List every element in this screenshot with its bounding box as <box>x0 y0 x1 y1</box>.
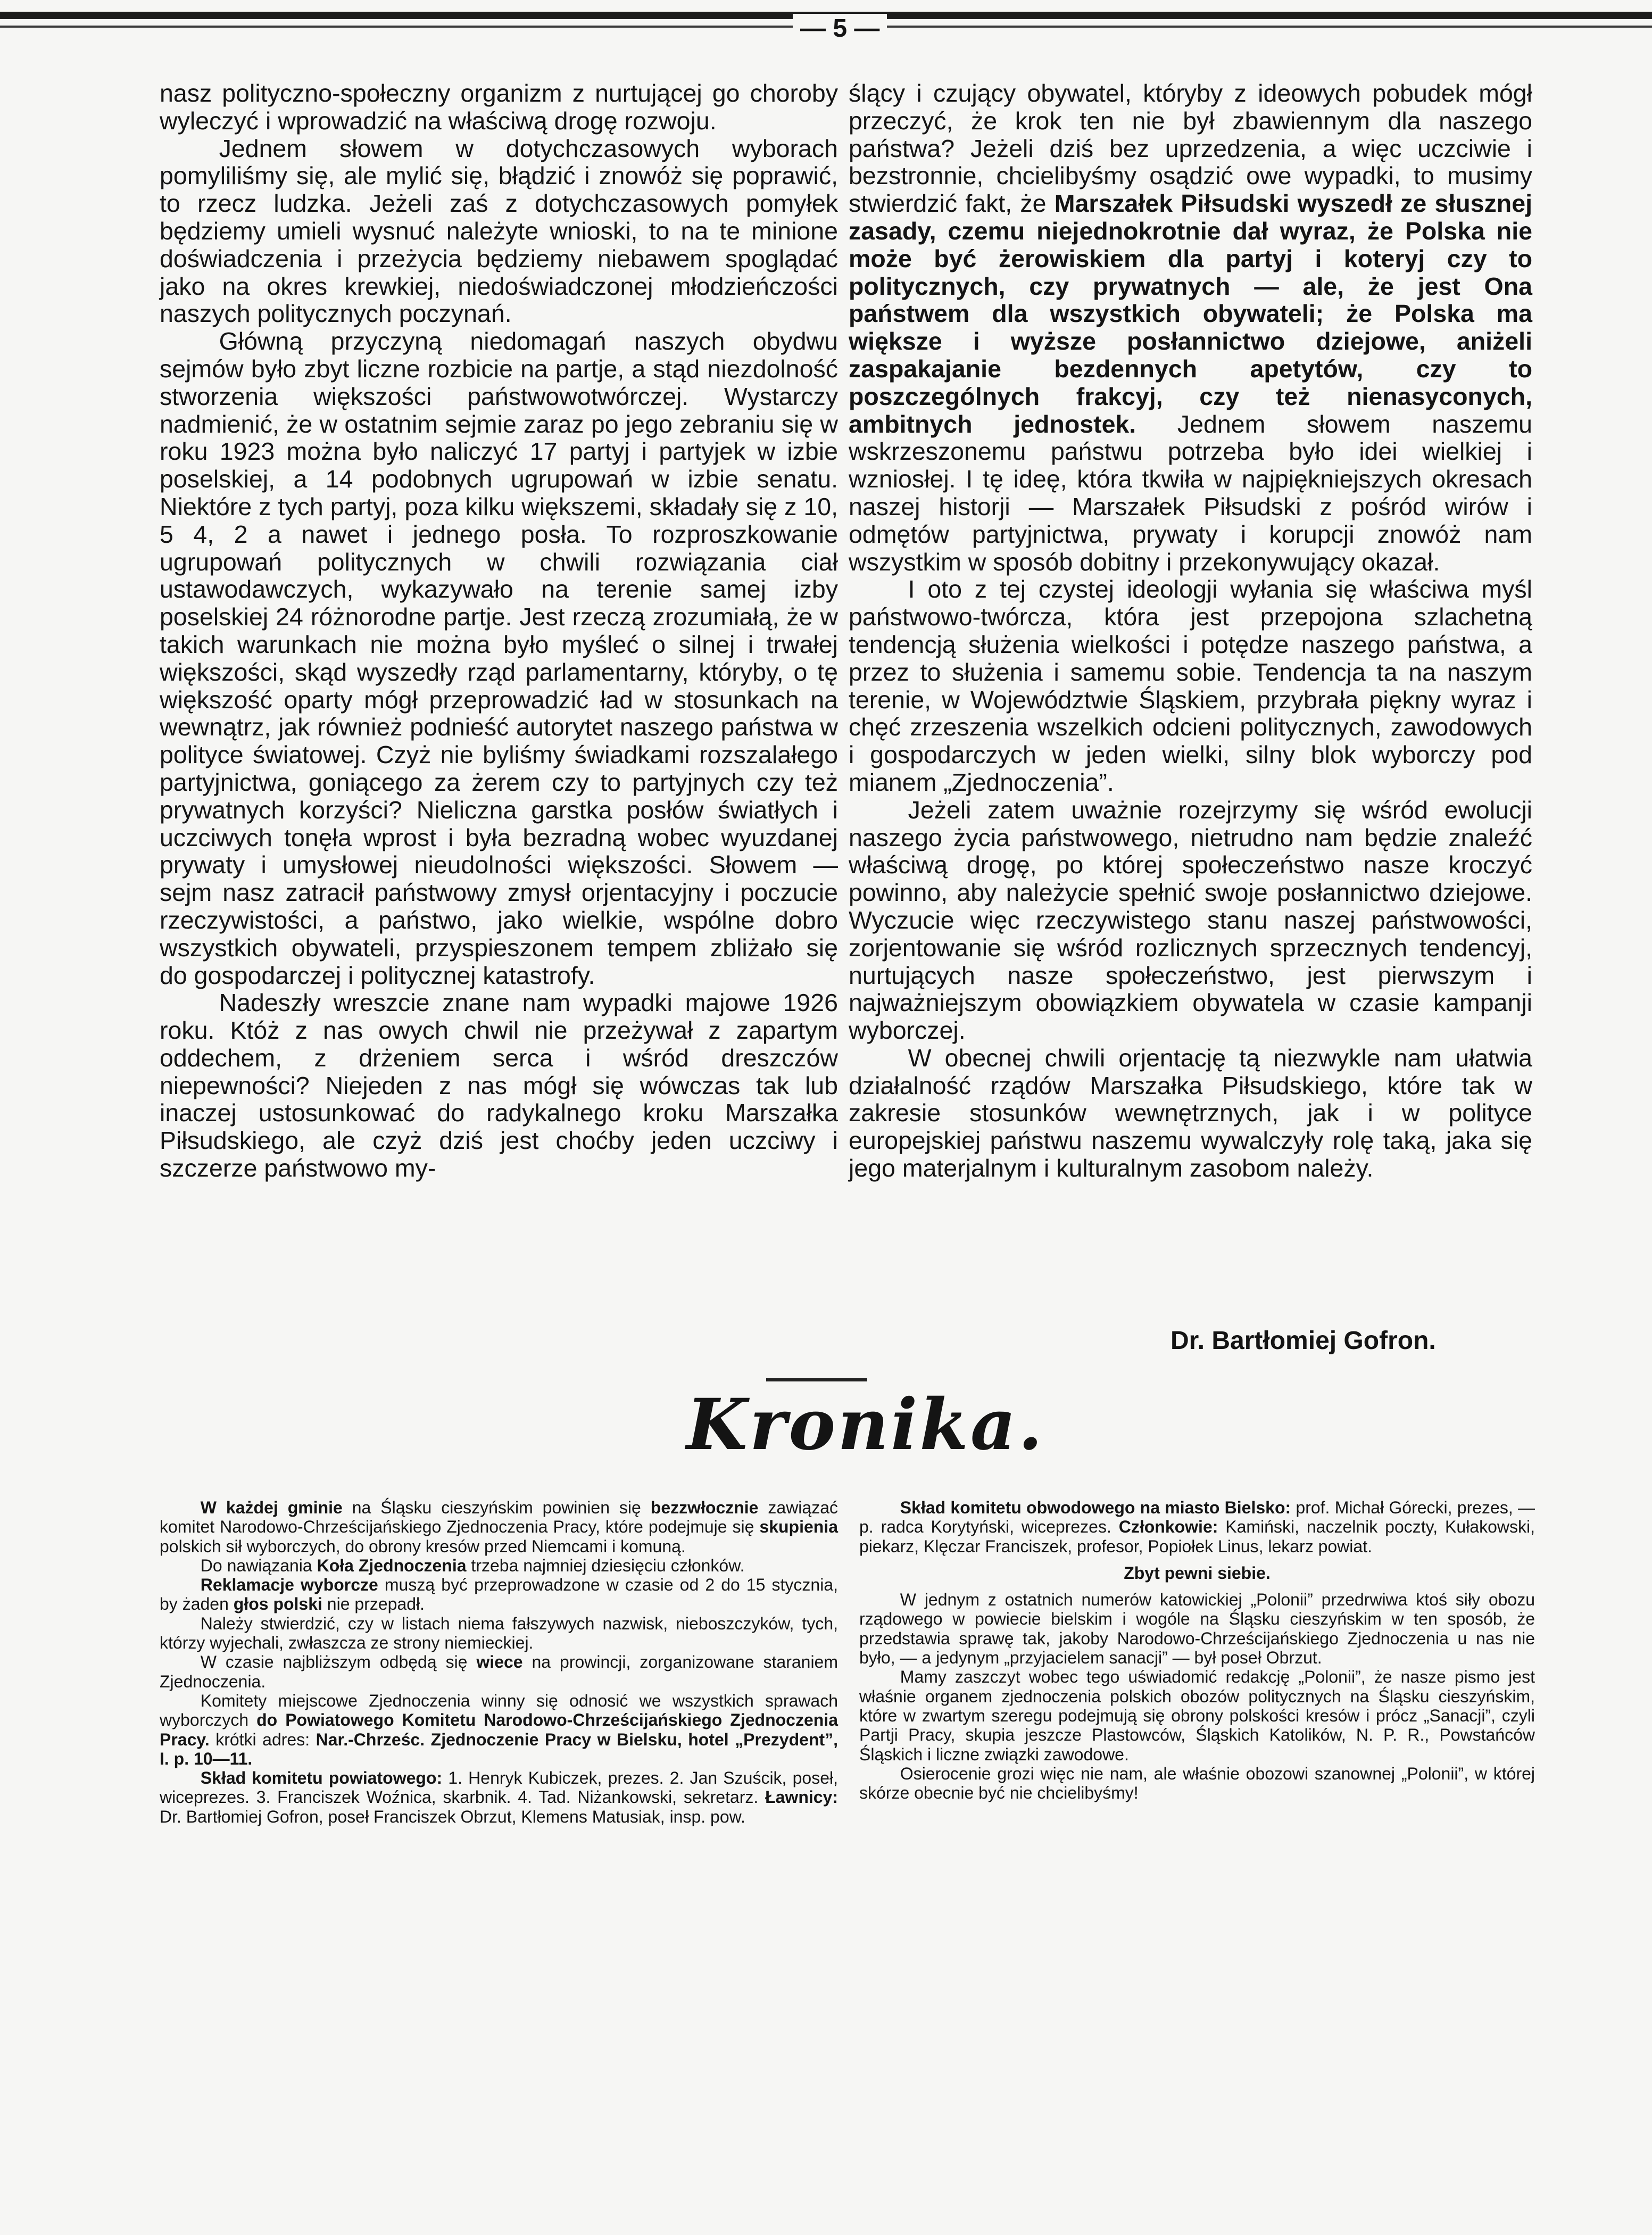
text: polskich sił wyborczych, do obrony kresów przed Niemcami i komuną. <box>160 1536 686 1556</box>
author-signature: Dr. Bartłomiej Gofron. <box>1170 1327 1436 1355</box>
text: na Śląsku cieszyńskim powinien się <box>342 1498 651 1517</box>
kronika-item <box>160 1556 838 1575</box>
article-text: Jednem słowem naszemu wskrzeszonemu państwu potrzeba było idei wielkiej i wzniosłej. I tę ideę, która tkwiła w najpiękniejszych okresach naszej historji — Marszałek Piłsudski z pośród wirów i odmętów partyjnictwa, prywaty i korupcji znowóż nam wszystkim w sposób dobitny i przekonywujący okazał. <box>849 410 1532 576</box>
article-left-column <box>160 80 838 1182</box>
text: W czasie najbliższym odbędą się <box>200 1652 477 1672</box>
bold-text: Nar.-Chrześc. Zjednoczenie Pracy w Bielsku, hotel „Prezydent”, I. p. 10—11. <box>160 1729 839 1768</box>
bold-text: wiece <box>476 1652 523 1672</box>
kronika-item: Osierocenie grozi więc nie nam, ale właśnie obozowi szanownej „Polonii”, w której skórze obecnie być nie chcielibyśmy! <box>859 1764 1535 1803</box>
text: zawiązać komitet Narodowo-Chrześcijańskiego Zjednoczenia Pracy, które podejmuje się <box>160 1498 839 1537</box>
article-bold-passage: Marszałek Piłsudski wyszedł ze słusznej zasady, czemu niejednokrotnie dał wyraz, że Polska nie może być żerowiskiem dla partyj i koteryj czy to politycznych, czy prywatnych — ale, że jest Ona państwem dla wszystkich obywateli; że Polska ma większe i wyższe posłannictwo dziejowe, aniżeli zaspakajanie bezdennych apetytów, czy to poszczególnych frakcyj, czy też nienasyconych, ambitnych jednostek. <box>849 189 1532 438</box>
bold-text: Skład komitetu powiatowego: <box>200 1768 443 1788</box>
kronika-item <box>160 1768 838 1826</box>
article-paragraph: I oto z tej czystej ideologji wyłania się właściwa myśl państwowo-twórcza, która jest przepojona szlachetną tendencją służenia wielkości i potędze naszego państwa, a przez to służenia i samemu sobie. Tendencja ta na naszym terenie, w Województwie Śląskiem, przybrała piękny wyraz i chęć zrzeszenia wszelkich odcieni politycznych, zawodowych i gospodarczych w jeden wielki, silny blok wyborczy pod mianem „Zjednoczenia”. <box>849 575 1532 796</box>
text: nie przepadł. <box>322 1594 425 1614</box>
bold-text: Członkowie: <box>1118 1517 1218 1537</box>
kronika-item: Należy stwierdzić, czy w listach niema fałszywych nazwisk, nieboszczyków, tych, którzy wyjechali, zwłaszcza ze strony niemieckiej. <box>160 1613 838 1653</box>
kronika-left-column <box>160 1498 838 1826</box>
kronika-item <box>859 1498 1535 1556</box>
kronika-heading: Zbyt pewni siebie. <box>1124 1563 1271 1583</box>
article-paragraph: Główną przyczyną niedomagań naszych obydwu sejmów było zbyt liczne rozbicie na partje, a stąd niezdolność stworzenia większości państwowotwórczej. Wystarczy nadmienić, że w ostatnim sejmie zaraz po jego zebraniu się w roku 1923 można było naliczyć 17 partyj i partyjek w izbie poselskiej, a 14 podobnych ugrupowań w izbie senatu. Niektóre z tych partyj, poza kilku większemi, składały się z 10, 5 4, 2 a nawet i jednego posła. To rozproszkowanie ugrupowań politycznych w chwili rozwiązania ciał ustawodawczych, wykazywało na terenie samej izby poselskiej 24 różnorodne partje. Jest rzeczą zrozumiałą, że w takich warunkach nie można było myśleć o silnej i trwałej większości, skąd wyszedły rząd parlamentarny, któryby, o tę większość oparty mógł przeprowadzić ład w stosunkach na wewnątrz, jak również podnieść autorytet naszego państwa w polityce światowej. Czyż nie byliśmy świadkami rozszalałego partyjnictwa, goniącego za żerem czy to partyjnych czy też prywatnych korzyści? Nieliczna garstka posłów światłych i uczciwych tonęła wprost i była bezradną wobec wyuzdanej prywaty i umysłowej nieudolności większości. Słowem — sejm nasz zatracił państwowy zmysł orjentacyjny i poczucie rzeczywistości, a państwo, jako wielkie, wspólne dobro wszystkich obywateli, przyspieszonem tempem zbliżało się do gospodarczej i politycznej katastrofy. <box>160 327 838 989</box>
text: Dr. Bartłomiej Gofron, poseł Franciszek Obrzut, Klemens Matusiak, insp. pow. <box>160 1807 745 1826</box>
bold-text: skupienia <box>759 1517 838 1537</box>
article-paragraph: Jeżeli zatem uważnie rozejrzymy się wśród ewolucji naszego życia państwowego, nietrudno nam będzie znaleźć właściwą drogę, po której społeczeństwo nasze kroczyć powinno, aby należycie spełnić swoje posłannictwo dziejowe. Wyczucie więc rzeczywistego stanu naszej państwowości, zorjentowanie się wśród rozlicznych sprzecznych tendencyj, nurtujących nasze społeczeństwo, jest pierwszym i najważniejszym obowiązkiem obywatela w czasie kampanji wyborczej. <box>849 796 1532 1045</box>
kronika-item: W jednym z ostatnich numerów katowickiej „Polonii” przedrwiwa ktoś siły obozu rządowego w powiecie bielskim i wogóle na Śląsku cieszyńskim w ten sposób, że przedstawia sprawę tak, jakoby Narodowo-Chrześcijańskiego Zjednoczenia u nas nie było, — a jedynym „przyjacielem sanacji” — był poseł Obrzut. <box>859 1590 1535 1668</box>
article-paragraph <box>849 80 1532 576</box>
article-text: ślący i czujący obywatel, któryby z ideowych pobudek mógł przeczyć, że krok ten nie był zbawiennym dla naszego państwa? Jeżeli dziś bez uprzedzenia, a więc uczciwie i bezstronnie, chcielibyśmy osądzić owe wypadki, to musimy stwierdzić fakt, że <box>849 79 1532 218</box>
text: muszą być przeprowadzone w czasie od 2 do 15 stycznia, by żaden <box>160 1575 839 1614</box>
text: na prowincji, zorganizowane staraniem Zjednoczenia. <box>160 1652 839 1691</box>
kronika-item <box>160 1691 838 1768</box>
bold-text: Koła Zjednoczenia <box>317 1555 467 1575</box>
bold-text: Ławnicy: <box>765 1787 838 1807</box>
section-separator <box>766 1378 867 1381</box>
text: Do nawiązania <box>200 1555 317 1575</box>
text: krótki adres: <box>209 1729 316 1749</box>
bold-text: W każdej gminie <box>200 1498 343 1517</box>
bold-text: Skład komitetu obwodowego na miasto Bielsko: <box>900 1498 1291 1517</box>
text: 1. Henryk Kubiczek, prezes. 2. Jan Szuścik, poseł, wiceprezes. 3. Franciszek Woźnica, skarbnik. 4. Tad. Niżankowski, sekretarz. <box>160 1768 838 1807</box>
kronika-item <box>160 1652 838 1691</box>
article-paragraph: nasz polityczno-społeczny organizm z nurtującej go choroby wyleczyć i wprowadzić na właściwą drogę rozwoju. <box>160 79 838 135</box>
text: Komitety miejscowe Zjednoczenia winny się odnosić we wszystkich sprawach wyborczych <box>160 1691 838 1730</box>
page-number: — 5 — <box>793 14 887 43</box>
kronika-item <box>160 1498 838 1556</box>
section-title: Kronika. <box>686 1384 1045 1466</box>
text: Kamiński, naczelnik poczty, Kułakowski, piekarz, Klęczar Franciszek, profesor, Popiołek Linus, lekarz powiat. <box>859 1517 1535 1556</box>
article-paragraph: W obecnej chwili orjentację tą niezwykle nam ułatwia działalność rządów Marszałka Piłsudskiego, które tak w zakresie stosunków wewnętrznych, jak i w polityce europejskiej państwu naszemu wywalczyły rolę taką, jaka się jego materjalnym i kulturalnym zasobom należy. <box>849 1044 1532 1182</box>
bold-text: bezzwłocznie <box>650 1498 759 1517</box>
bold-text: Reklamacje wyborcze <box>200 1575 378 1595</box>
bold-text: głos polski <box>233 1594 322 1614</box>
article-right-column <box>849 80 1532 1182</box>
text: prof. Michał Górecki, prezes, — p. radca Korytyński, wiceprezes. <box>859 1498 1535 1537</box>
kronika-item: Mamy zaszczyt wobec tego uświadomić redakcję „Polonii”, że nasze pismo jest właśnie organem zjednoczenia polskich obozów politycznych na Śląsku cieszyńskim, które w zwartym szeregu podejmują się obrony polskości kresów i prócz „Sanacji”, czyli Partji Pracy, skupia jeszcze Plastowców, Śląskich Katolików, N. P. R., Powstańców Śląskich i liczne związki zawodowe. <box>859 1667 1535 1764</box>
article-paragraph: Jednem słowem w dotychczasowych wyborach pomyliliśmy się, ale mylić się, błądzić i znowóż się poprawić, to rzecz ludzka. Jeżeli zaś z dotychczasowych pomyłek będziemy umieli wysnuć należyte wnioski, to na te minione doświadczenia i przeżycia będziemy niebawem spoglądać jako na okres krewkiej, niedoświadczonej młodzieńczości naszych politycznych poczynań. <box>160 134 838 328</box>
bold-text: do Powiatowego Komitetu Narodowo-Chrześcijańskiego Zjednoczenia Pracy. <box>160 1710 838 1749</box>
text: trzeba najmniej dziesięciu członków. <box>466 1555 745 1575</box>
kronika-right-column <box>859 1498 1535 1802</box>
article-paragraph: Nadeszły wreszcie znane nam wypadki majowe 1926 roku. Któż z nas owych chwil nie przeżywał z zapartym oddechem, z drżeniem serca i wśród dreszczów niepewności? Niejeden z nas mógł się wówczas tak lub inaczej ustosunkować do radykalnego kroku Marszałka Piłsudskiego, ale czyż dziś jest choćby jeden uczciwy i szczerze państwowo my- <box>160 989 838 1182</box>
kronika-item <box>160 1575 838 1614</box>
